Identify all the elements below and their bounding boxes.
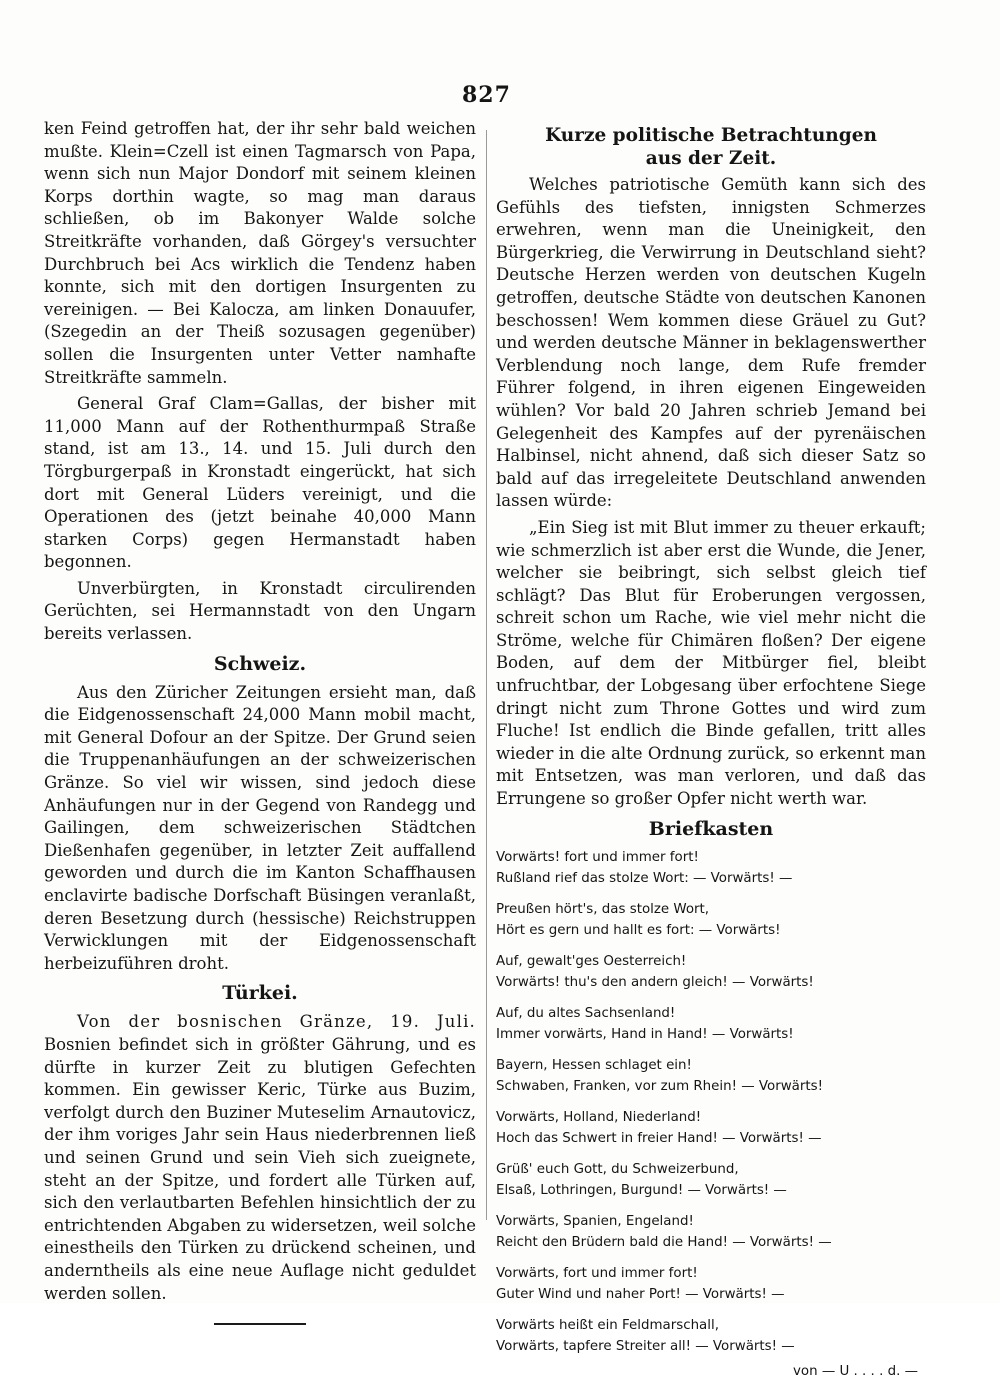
poem-line: Schwaben, Franken, vor zum Rhein! — Vorwärts! (496, 1078, 823, 1094)
article-title-line1: Kurze politische Betrachtungen (545, 125, 877, 146)
tuerkei-body: Bosnien befindet sich in größter Gährung, und es dürfte in kurzer Zeit zu blutigen Gefechten kommen. Ein gewisser Keric, Türke aus Buzim, verfolgt durch den Buziner Muteselim Arnautovicz, der ihm voriges Jahr sein Haus niederbrennen ließ und seinen Grund und sein Vieh sich zueignete, steht an der Spitze, und fordert alle Türken auf, sich den verlautbarten Befehlen hinsichtlich der zu entrichtenden Abgaben zu widersetzen, weil solche einestheils den Türken zu drückend scheinen, und anderntheils als eine neue Auflage nicht geduldet werden sollen. (44, 1034, 476, 1303)
poem-line: Rußland rief das stolze Wort: — Vorwärts! — (496, 870, 793, 886)
schweiz-paragraph: Aus den Züricher Zeitungen ersieht man, daß die Eidgenossenschaft 24,000 Mann mobil macht, mit General Dofour an der Spitze. Der Grund seien die Truppenanhäufungen an der schweizerischen Gränze. So viel wir wissen, sind jedoch diese Anhäufungen nur in der Gegend von Randegg und Gailingen, dem schweizerischen Städtchen Dießenhafen gegenüber, in letzter Zeit auffallend geworden und durch die im Kanton Schaffhausen enclavirte badische Dorfschaft Büsingen veranlaßt, deren Besetzung durch (hessische) Reichstruppen Verwicklungen mit der Eidgenossenschaft herbeizuführen droht. (44, 682, 476, 973)
poem-line: Vorwärts heißt ein Feldmarschall, (496, 1317, 719, 1333)
poem-stanza (496, 1107, 926, 1149)
poem-stanza (496, 1263, 926, 1305)
poem-stanza (496, 951, 926, 993)
page-number: 827 (462, 82, 511, 108)
tuerkei-dateline: Von der bosnischen Gränze, 19. Juli. (77, 1012, 476, 1032)
poem-line: Preußen hört's, das stolze Wort, (496, 901, 710, 917)
betrachtungen-paragraph-1: Welches patriotische Gemüth kann sich des Gefühls des tiefsten, innigsten Schmerzes erwehren, wenn man die Uneinigkeit, den Bürgerkrieg, die Verwirrung in Deutschland sieht? Deutsche Herzen werden von deutschen Kugeln getroffen, deutsche Städte von deutschen Kanonen beschossen! Wem kommen diese Gräuel zu Gut? und werden deutsche Männer in beklagenswerther Verblendung noch lange, dem Rufe fremder Führer folgend, in ihren eigenen Eingeweiden wühlen? Vor bald 20 Jahren schrieb Jemand bei Gelegenheit des Kampfes auf der pyrenäischen Halbinsel, nicht ahnend, daß sich dieser Satz so bald auf das irregeleitete Deutschland anwenden lassen würde: (496, 175, 926, 511)
poem (496, 847, 926, 1357)
left-column (44, 118, 476, 1325)
poem-line: Guter Wind und naher Port! — Vorwärts! — (496, 1286, 785, 1302)
poem-line: Vorwärts, fort und immer fort! (496, 1265, 698, 1281)
poem-line: Vorwärts! fort und immer fort! (496, 849, 699, 865)
poem-stanza (496, 1159, 926, 1201)
section-heading-tuerkei: Türkei. (222, 982, 298, 1005)
poem-line: Elsaß, Lothringen, Burgund! — Vorwärts! — (496, 1182, 787, 1198)
poem-line: Vorwärts, Spanien, Engeland! (496, 1213, 694, 1229)
tuerkei-paragraph (44, 1011, 476, 1305)
poem-stanza (496, 1003, 926, 1045)
article-paragraph-hermannstadt: Unverbürgten, in Kronstadt circulirenden Gerüchten, sei Hermannstadt von den Ungarn bereits verlassen. (44, 578, 476, 644)
poem-line: Reicht den Brüdern bald die Hand! — Vorwärts! — (496, 1234, 832, 1250)
end-rule (214, 1323, 306, 1325)
poem-line: Grüß' euch Gott, du Schweizerbund, (496, 1161, 739, 1177)
article-paragraph-clam-gallas: General Graf Clam=Gallas, der bisher mit 11,000 Mann auf der Rothenthurmpaß Straße stand, ist am 13., 14. und 15. Juli durch den Törgburgerpaß in Kronstadt eingerückt, hat sich dort mit General Lüders vereinigt, und die Operationen des (jetzt beinahe 40,000 Mann starken Corps) gegen Hermanstadt haben begonnen. (44, 394, 476, 572)
poem-line: Immer vorwärts, Hand in Hand! — Vorwärts! (496, 1026, 794, 1042)
section-heading-briefkasten: Briefkasten (648, 817, 774, 840)
poem-stanza (496, 847, 926, 889)
poem-stanza (496, 1315, 926, 1357)
poem-signature: von — U . . . . d. — (792, 1363, 918, 1379)
right-column (496, 118, 926, 1382)
betrachtungen-quote-paragraph: „Ein Sieg ist mit Blut immer zu theuer erkauft; wie schmerzlich ist aber erst die Wunde, die Jener, welcher sie beibringt, sich selbst gleich tief schlägt? Das Blut für Eroberungen vergossen, schreit schon um Rache, wie viel mehr nicht die Ströme, welche für Chimären floßen? Der eigene Boden, auf dem der Mitbürger fiel, bleibt unfruchtbar, der Lobgesang über erfochtene Siege dringt nicht zum Throne Gottes und wird zum Fluche! Ist endlich die Binde gefallen, tritt alles wieder in die alte Ordnung zurück, so erkennt man mit Entsetzen, was man verloren, und daß das Errungene so großer Opfer nicht werth war. (496, 517, 926, 809)
poem-line: Vorwärts, Holland, Niederland! (496, 1109, 702, 1125)
poem-line: Vorwärts, tapfere Streiter all! — Vorwärts! — (496, 1338, 795, 1354)
poem-stanza (496, 899, 926, 941)
poem-line: Hoch das Schwert in freier Hand! — Vorwärts! — (496, 1130, 822, 1146)
article-title-line2: aus der Zeit. (645, 148, 777, 169)
column-divider (486, 130, 487, 1220)
poem-stanza (496, 1055, 926, 1097)
poem-line: Auf, du altes Sachsenland! (496, 1005, 676, 1021)
poem-line: Vorwärts! thu's den andern gleich! — Vorwärts! (496, 974, 814, 990)
poem-line: Bayern, Hessen schlaget ein! (496, 1057, 692, 1073)
article-title (496, 124, 926, 170)
poem-line: Auf, gewalt'ges Oesterreich! (496, 953, 687, 969)
article-continuation-paragraph: ken Feind getroffen hat, der ihr sehr bald weichen mußte. Klein=Czell ist einen Tagmarsch von Papa, wenn sich nun Major Dondorf mit seinem kleinen Korps dorthin wagte, so mag man daraus schließen, ob im Bakonyer Walde solche Streitkräfte vorhanden, daß Görgey's versuchter Durchbruch bei Acs wirklich die Tendenz haben konnte, sich mit den dortigen Insurgenten zu vereinigen. — Bei Kalocza, am linken Donauufer, (Szegedin an der Theiß sozusagen gegenüber) sollen die Insurgenten unter Vetter namhafte Streitkräfte sammeln. (44, 119, 476, 387)
section-heading-schweiz: Schweiz. (213, 652, 307, 675)
poem-line: Hört es gern und hallt es fort: — Vorwärts! (496, 922, 781, 938)
poem-stanza (496, 1211, 926, 1253)
